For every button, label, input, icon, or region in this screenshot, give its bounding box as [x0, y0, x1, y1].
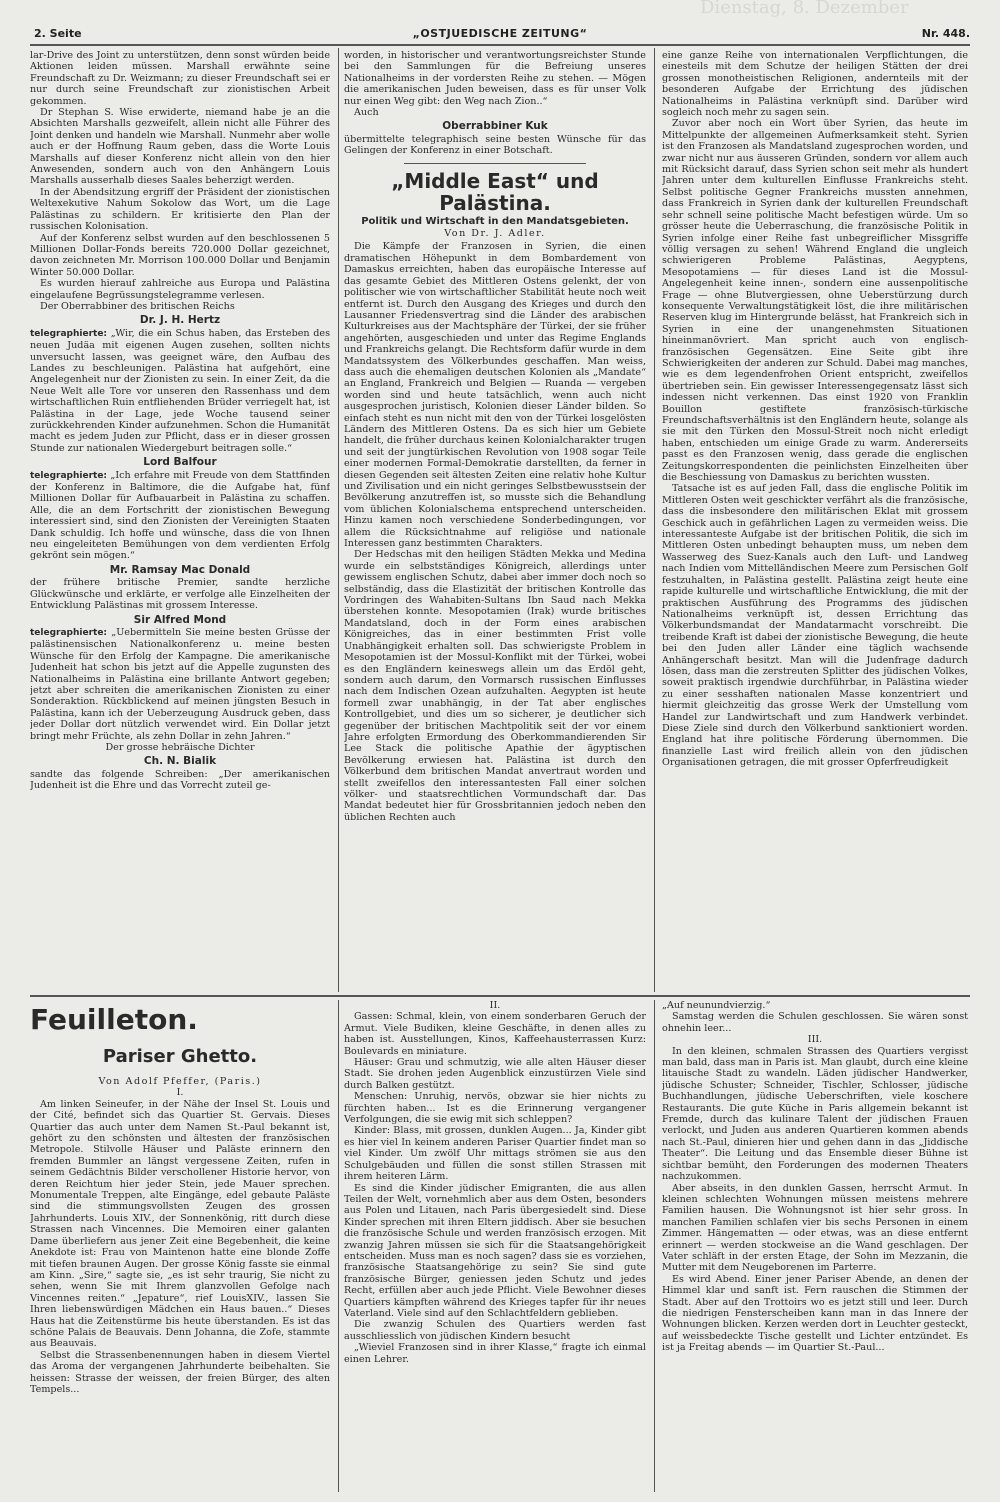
paragraph: Es sind die Kinder jüdischer Emigranten, die aus allen Teilen der Welt, vornehmlich aber aus dem Osten, besonders aus Polen und Litauen, nach Paris übergesiedelt sind. Diese Kinder sprechen mit ihren Eltern jiddisch. Aber sie besuchen die französische Schule und werden französisch erzogen. Mit zwanzig Jahren müssen sie sich für die Staatsangehörigkeit entscheiden. Muss man es noch sagen? dass sie es vorziehen, französische Staatsangehörige zu sein? Sie sind gute französische Bürger, geniessen jeden Schutz und jedes Recht, erfüllen aber auch jede Pflicht. Viele Bewohner dieses Quartiers kämpften während des Krieges tapfer für ihr neues Vaterland. Viele sind auf den Schlachtfeldern geblieben.: [344, 1182, 646, 1319]
paragraph: Auch: [354, 107, 379, 119]
section-heading: Oberrabbiner Kuk: [442, 120, 548, 133]
section-heading: Ch. N. Bialik: [143, 755, 217, 768]
lead-word: telegraphierte:: [30, 627, 108, 638]
paragraph: Samstag werden die Schulen geschlossen. Sie wären sonst ohnehin leer...: [662, 1011, 968, 1034]
paragraph: [30, 627, 330, 742]
paragraph: der frühere britische Premier, sandte herzliche Glückwünsche und erklärte, er verfolge alle Einzelheiten der Entwicklung Palästinas mit grossem Interesse.: [30, 577, 330, 612]
section-number: III.: [807, 1034, 823, 1046]
paragraph: „Wieviel Franzosen sind in ihrer Klasse,“ fragte ich einmal einen Lehrer.: [344, 1342, 646, 1365]
section-heading: Dr. J. H. Hertz: [139, 314, 221, 327]
section-number: I.: [176, 1087, 184, 1099]
paragraph: Auf der Konferenz selbst wurden auf den beschlossenen 5 Millionen Dollar-Fonds bereits 720.000 Dollar gezeichnet, davon zeichneten Mr. Morrison 100.000 Dollar und Benjamin Winter 50.000 Dollar.: [30, 232, 330, 278]
bleed-through-text: Dienstag, 8. Dezember: [700, 0, 909, 18]
divider: [404, 163, 586, 164]
paragraph: eine ganze Reihe von internationalen Verpflichtungen, die einesteils mit dem Schutze der heiligen Stätten der drei grossen monotheistischen Religionen, andernteils mit der besonderen Aufgabe der Errichtung des jüdischen Nationalheims in Palästina verknüpft sind. Darüber wird sogleich noch mehr zu sagen sein.: [662, 50, 968, 119]
feuilleton-label: Feuilleton.: [30, 1003, 198, 1036]
column-divider: [654, 48, 655, 992]
column-divider: [338, 48, 339, 992]
news-column-1: [30, 50, 330, 992]
article-subtitle: Politik und Wirtschaft in den Mandatsgebieten.: [361, 215, 629, 227]
paragraph: Am linken Seineufer, in der Nähe der Insel St. Louis und der Cité, befindet sich das Quartier St. Gervais. Dieses Quartier das auch unter dem Namen St.-Paul bekannt ist, gehört zu den schönsten und ältesten der französischen Metropole. Stilvolle Häuser und Paläste erinnern den fremden Bummler an längst vergessene Zeiten, rufen in seinem Gedächtnis Bilder verschollener Historie hervor, von deren Reichtum hier jeder Stein, jede Mauer sprechen. Monumentale Treppen, alte Eingänge, edel gebaute Paläste sind die stimmungsvollsten Zeugen des grossen Jahrhunderts. Louis XIV., der Sonnenkönig, ritt durch diese Strassen nach Vincennes. Die Memoiren einer galanten Dame überliefern aus jener Zeit eine Begebenheit, die keine Anekdote ist: Frau von Maintenon hatte eine blonde Zoffe mit tiefen braunen Augen. Der grosse König fasste sie einmal am Kinn. „Sire,“ sagte sie, „es ist sehr traurig, Sie nicht zu sehen, wenn Sie mit Ihrem glanzvollen Gefolge nach Vincennes reiten.“ „Jepature“, rief LouisXIV., lassen Sie Ihren liebenswürdigen Mädchen ein Haus bauen..“ Dieses Haus hat die Zeitenstürme bis heute überstanden. Es ist das schöne Palais de Beauvais. Denn Johanna, die Zofe, stammte aus Beauvais.: [30, 1098, 330, 1350]
page-number: 2. Seite: [34, 27, 82, 40]
paragraph: worden, in historischer und verantwortungsreichster Stunde bei den Sammlungen für die Befreiung unseres Nationalheims in der vordersten Reihe zu stehen. — Mögen die amerikanischen Juden beweisen, dass es für unser Volk nur einen Weg gibt: den Weg nach Zion..“: [344, 50, 646, 107]
issue-number: Nr. 448.: [921, 27, 970, 40]
paragraph: Die Kämpfe der Franzosen in Syrien, die einen dramatischen Höhepunkt in dem Bombardement von Damaskus erreichten, haben das europäische Interesse auf das gesamte Gebiet des Mittleren Ostens gelenkt, der von politischer wie von wirtschaftlicher Stabilität heute noch weit entfernt ist. Durch den Ausgang des Krieges und durch den Lausanner Friedensvertrag sind die Länder des arabischen Kulturkreises aus der Machtsphäre der Türkei, der sie früher angehörten, ausgeschieden und unter das Regime Englands und Frankreichs gelangt. Die Rechtsform dafür wurde in dem Mandatssystem des Völkerbundes geschaffen. Man weiss, dass auch die ehemaligen deutschen Kolonien als „Mandate“ an England, Frankreich und Belgien — Ruanda — vergeben worden sind und heute tatsächlich, wenn auch nicht ausgesprochen juristisch, Kolonien dieser Länder bilden. So einfach steht es nun nicht mit den von der Türkei losgelösten Ländern des Mittleren Ostens. Da es sich hier um Gebiete handelt, die früher durchaus keinen Kolonialcharakter trugen und seit der jungtürkischen Revolution von 1908 sogar Teile einer modernen Formal-Demokratie darstellten, da ferner in diesen Gegenden seit ältesten Zeiten eine relativ hohe Kultur und Zivilisation und ein nicht geringes Selbstbewusstsein der Bevölkerung anzutreffen ist, so musste sich die Behandlung vom üblichen Kolonialschema entsprechend unterscheiden. Hinzu kamen noch verschiedene Sonderbedingungen, vor allem die Rücksichtnahme auf religiöse und nationale Interessen ganz bestimmten Charakters.: [344, 241, 646, 550]
paragraph: [30, 470, 330, 562]
lead-word: telegraphierte:: [30, 328, 108, 339]
paragraph: Die zwanzig Schulen des Quartiers werden fast ausschliesslich von jüdischen Kindern besucht: [344, 1319, 646, 1342]
newspaper-title: „OSTJUEDISCHE ZEITUNG“: [412, 27, 588, 40]
paragraph: Aber abseits, in den dunklen Gassen, herrscht Armut. In kleinen schlechten Wohnungen müssen meistens mehrere Familien hausen. Die Wohnungsnot ist hier sehr gross. In manchen Familien schlafen vier bis sechs Personen in einem Zimmer. Hängematten — oder etwas, was an diese entfernt erinnert — werden stockweise an die Wand geschlagen. Der Vater schläft in der ersten Etage, der Sohn im Mezzanin, die Mutter mit dem Neugeborenen im Parterre.: [662, 1182, 968, 1274]
paragraph: In den kleinen, schmalen Strassen des Quartiers vergisst man bald, dass man in Paris ist. Man glaubt, durch eine kleine litauische Stadt zu wandeln. Läden jüdischer Handwerker, jüdische Schuster; Schneider, Tischler, Schlosser, jüdische Buchhandlungen, jüdische Ueberschriften, viele koschere Restaurants. Die gute Küche in Paris allgemein bekannt ist Fremde, durch das kulinare Talent der jüdischen Frauen verlockt, und Juden aus anderen Quartieren kommen abends nach St.-Paul, dinieren hier und gehen dann in das „Jiddische Theater“. Die Leitung und das Ensemble dieser Bühne ist sichtbar bemüht, den Forderungen des modernen Theaters nachzukommen.: [662, 1045, 968, 1183]
lead-word: telegraphierte:: [30, 470, 108, 481]
section-heading: Sir Alfred Mond: [133, 613, 227, 626]
column-divider: [338, 1000, 339, 1492]
feuilleton-rule: [30, 995, 970, 997]
feuilleton-column-1: [30, 1000, 330, 1492]
paragraph: Gassen: Schmal, klein, von einem sonderbaren Geruch der Armut. Viele Budiken, kleine Geschäfte, in denen alles zu haben ist. Ausstellungen, Kinos, Kaffeehausterrassen Kurz: Boulevards en miniature.: [344, 1011, 646, 1057]
quote-text: „Uebermitteln Sie meine besten Grüsse der palästinensischen Nationalkonferenz u. meine besten Wünsche für den Erfolg der Kampagne. Die amerikanische Judenheit hat schon bis jetzt auf die Appelle zugunsten des Nationalheims in Palästina eine brillante Antwort gegeben; jetzt aber schreiten die amerikanischen Zionisten zu einer Sonderaktion. Rückblickend auf meinen jüngsten Besuch in Palästina, kann ich der Ueberzeugung Ausdruck geben, dass jeder Dollar dort nützlich verwendet wird. Ein Dollar jetzt bringt mehr Früchte, als zehn Dollar in zehn Jahren.“: [30, 626, 330, 742]
quote-text: „Ich erfahre mit Freude von dem Stattfinden der Konferenz in Baltimore, die die Aufgabe hat, fünf Millionen Dollar für Aufbauarbeit in Palästina zu schaffen. Alle, die an dem Fortschritt der zionistischen Bewegung interessiert sind, sind den Zionisten der Vereinigten Staaten Dank schuldig. Ich hoffe und wünsche, dass die von Ihnen neu eingeleiteten Bemühungen von dem verdienten Erfolg gekrönt sein mögen.“: [30, 469, 330, 562]
paragraph: Dr Stephan S. Wise erwiderte, niemand habe je an die Absichten Marshalls gezweifelt, allein nicht alle Führer des Joint denken und handeln wie Marshall. Nunmehr aber wolle auch er der Hoffnung Raum geben, dass die Worte Louis Marshalls auf dieser Konferenz nicht allein von den hier Anwesenden, sondern auch von den Anhängern Louis Marshalls ausserhalb dieses Saales beherzigt werden.: [30, 107, 330, 187]
paragraph: Der Oberrabbiner des britischen Reichs: [40, 300, 235, 312]
article-byline: Von Dr. J. Adler.: [444, 228, 546, 240]
feuilleton-byline: Von Adolf Pfeffer, (Paris.): [98, 1076, 262, 1087]
paragraph: In der Abendsitzung ergriff der Präsident der zionistischen Weltexekutive Nahum Sokolow das Wort, um die Lage Palästinas zu schildern. Er kritisierte den Plan der russischen Kolonisation.: [30, 186, 330, 233]
paragraph: Zuvor aber noch ein Wort über Syrien, das heute im Mittelpunkte der allgemeinen Aufmerksamkeit steht. Syrien ist den Franzosen als Mandatsland zugesprochen worden, und zwar nicht nur aus äusseren Gründen, sondern vor allem auch mit Rücksicht darauf, dass Syrien schon seit mehr als hundert Jahren unter dem kulturellen Einflusse Frankreichs steht. Selbst politische Gegner Frankreichs mussten annehmen, dass Frankreich in Syrien dank der kulturellen Freundschaft sehr schnell seine politische Macht befestigen würde. Um so grösser heute die Ueberraschung, die französische Politik in Syrien infolge einer Reihe fast unbegreiflicher Missgriffe völlig versagen zu sehen! Während England die ungleich schwierigeren Probleme Palästinas, Aegyptens, Mesopotamiens — für dieses Land ist die Mossul-Angelegenheit keine innen-, sondern eine aussenpolitische Frage — ohne Blutvergiessen, ohne Ueberstürzung durch konsequente Verwaltungstätigkeit löst, die ihre militärischen Reserven klug im Hintergrunde belässt, hat Frankreich sich in Syrien in eine der unangenehmsten Situationen hineinmanövriert. Man spricht auch von englisch-französischen Gegensätzen. Eine Seite gibt ihre Schwierigkeiten der anderen zur Schuld. Dabei mag manches, wie es dem legendenfrohen Orient entspricht, zweifellos übertrieben sein. Ein gewisser Interessengegensatz lässt sich indessen nicht verkennen. Das einst 1920 von Franklin Bouillon gestiftete französisch-türkische Freundschaftsverhältnis ist den Engländern heute, solange als sie mit den Türken den Mossul-Streit noch nicht erledigt haben, entschieden um einige Grade zu warm. Andererseits passt es den Franzosen wenig, dass gerade die englischen Zeitungskorrespondenten die peinlichsten Einzelheiten über die Beschiessung von Damaskus zu berichten wussten.: [662, 118, 968, 484]
feuilleton-column-2: [344, 1000, 646, 1492]
news-column-3: [662, 50, 968, 992]
paragraph: Kinder: Blass, mit grossen, dunklen Augen... Ja, Kinder gibt es hier viel In keinem anderen Pariser Quartier findet man so viel Kinder. Um zwölf Uhr mittags strömen sie aus den Schulgebäuden und füllen die sonst stillen Strassen mit ihrem heiteren Lärm.: [344, 1125, 646, 1183]
paragraph: Menschen: Unruhig, nervös, obzwar sie hier nichts zu fürchten haben... Ist es die Erinnerung vergangener Verfolgungen, die sie ewig mit sich schleppen?: [344, 1091, 646, 1126]
paragraph: „Auf neunundvierzig.“: [662, 1000, 771, 1011]
paragraph: Es wurden hierauf zahlreiche aus Europa und Palästina eingelaufene Begrüssungstelegramme verlesen.: [30, 278, 330, 301]
quote-text: „Wir, die ein Schus haben, das Ersteben des neuen Judäa mit eigenen Augen zusehen, sollten nichts unversucht lassen, was geeignet wäre, den Aufbau des Landes zu beschleunigen. Palästina hat aufgehört, eine Angelegenheit nur der Zionisten zu sein. In einer Zeit, da die Neue Welt alle Tore vor unseren den Rassenhass und dem wirtschaftlichen Ruin entfliehenden Brüder verriegelt hat, ist Palästina in der Lage, jede Woche tausend seiner zurückkehrenden Kinder aufzunehmen. Schon die Humanität macht es jedem Juden zur Pflicht, dass er in dieser grossen Stunde zur nationalen Wiedergeburt beitragen solle.“: [30, 327, 330, 454]
page-header: [20, 8, 980, 38]
paragraph: lar-Drive des Joint zu unterstützen, denn sonst würden beide Aktionen leiden müssen. Marshall erwähnte seine Freundschaft zu Dr. Weizmann; zu dieser Freundschaft sei er nur durch seine Freundschaft zur zionistischen Arbeit gekommen.: [30, 50, 330, 107]
paragraph: Der grosse hebräische Dichter: [105, 741, 255, 753]
section-heading: Mr. Ramsay Mac Donald: [109, 563, 251, 576]
paragraph: [30, 328, 330, 454]
header-rule: [30, 44, 970, 46]
paragraph: Tatsache ist es auf jeden Fall, dass die englische Politik im Mittleren Osten weit geschickter verfährt als die französische, dass die insbesondere den militärischen Eklat mit grossem Geschick auch in gefährlichen Lagen zu vermeiden weiss. Die interessanteste Aufgabe ist der britischen Politik, die sich im Mittleren Osten unbedingt behaupten muss, um neben dem Wasserweg des Suez-Kanals auch den Luft- und Landweg nach Indien vom Mittelländischen Meere zum Persischen Golf festzuhalten, in Palästina gestellt. Palästina zeigt heute eine rapide kulturelle und wirtschaftliche Entwicklung, die mit der praktischen Ausführung des Programms des jüdischen Nationalheims verknüpft ist, dessen Errichtung das Völkerbundsmandat der Mandatarmacht vorschreibt. Die treibende Kraft ist dabei der zionistische Bewegung, die heute bei den Juden aller Länder eine täglich wachsende Anhängerschaft besitzt. Man will die Judenfrage dadurch lösen, dass man die zerstreuten Splitter des jüdischen Volkes, soweit praktisch irgendwie durchführbar, in Palästina wieder zu einer sesshaften nationalen Masse konzentriert und hiermit gleichzeitig das grosse Werk der Umstellung vom Handel zur Landwirtschaft und zum Handwerk verbindet. Diese Ziele sind durch den Völkerbund sanktioniert worden. England hat ihre politische Förderung übernommen. Die finanzielle Last wird freilich allein von den jüdischen Organisationen getragen, die mit grosser Opferfreudigkeit: [662, 483, 968, 769]
paragraph: Selbst die Strassenbenennungen haben in diesem Viertel das Aroma der vergangenen Jahrhunderte beibehalten. Sie heissen: Strasse der weissen, der freien Bürger, des alten Tempels...: [30, 1349, 330, 1395]
paragraph: Es wird Abend. Einer jener Pariser Abende, an denen der Himmel klar und sanft ist. Fern rauschen die Stimmen der Stadt. Aber auf den Trottoirs wo es jetzt still und leer. Durch die niedrigen Fensterscheiben kann man in das Innere der Wohnungen blicken. Kerzen werden dort in Leuchter gesteckt, auf weissbedeckte Tische gestellt und Lichter entzündet. Es ist ja Freitag abends — im Quartier St.-Paul...: [662, 1273, 968, 1354]
news-column-2: [344, 50, 646, 992]
paragraph: übermittelte telegraphisch seine besten Wünsche für das Gelingen der Konferenz in einer Botschaft.: [344, 133, 646, 157]
paragraph: Der Hedschas mit den heiligen Städten Mekka und Medina wurde ein selbstständiges Königreich, allerdings unter gewissem englischen Schutz, dabei aber immer doch noch so selbständig, dass die Elastizität der britischen Kontrolle das Vordringen des Wahabiten-Sultans Ibn Saud nach Mekka überstehen konnte. Mesopotamien (Irak) wurde britisches Mandatsland, doch in der Form eines arabischen Königreiches, das in einer bestimmten Frist volle Unabhängigkeit erhalten soll. Das schwierigste Problem in Mesopotamien ist der Mossul-Konflikt mit der Türkei, wobei es den Engländern keineswegs allein um das Erdöl geht, sondern auch darum, den Vormarsch russischen Einflusses nach dem Indischen Ozean aufzuhalten. Aegypten ist heute formell zwar unabhängig, in der Tat aber englisches Kontrollgebiet, und dies um so sicherer, je deutlicher sich gegenüber der britischen Machtpolitik seit der vor einem Jahre erfolgten Ermordung des Oberkommandierenden Sir Lee Stack die politische Apathie der ägyptischen Bevölkerung erwiesen hat. Palästina ist durch den Völkerbund dem britischen Mandat anvertraut worden und stellt zweifellos den interessantesten Fall einer solchen völker- und staatsrechtlichen Vormundschaft dar. Das Mandat bedeutet hier für Grossbritannien jedoch neben den üblichen Rechten auch: [344, 549, 646, 823]
section-heading: Lord Balfour: [143, 456, 217, 469]
section-number: II.: [489, 1000, 501, 1011]
column-divider: [654, 1000, 655, 1492]
paragraph: Häuser: Grau und schmutzig, wie alle alten Häuser dieser Stadt. Sie drohen jeden Augenblick einzustürzen Viele sind durch Balken gestützt.: [344, 1057, 646, 1091]
feuilleton-column-3: [662, 1000, 968, 1492]
paragraph: sandte das folgende Schreiben: „Der amerikanischen Judenheit ist die Ehre und das Vorrecht zuteil ge-: [30, 768, 330, 792]
feuilleton-title: Pariser Ghetto.: [102, 1046, 258, 1067]
article-title: „Middle East“ und Palästina.: [391, 168, 599, 215]
